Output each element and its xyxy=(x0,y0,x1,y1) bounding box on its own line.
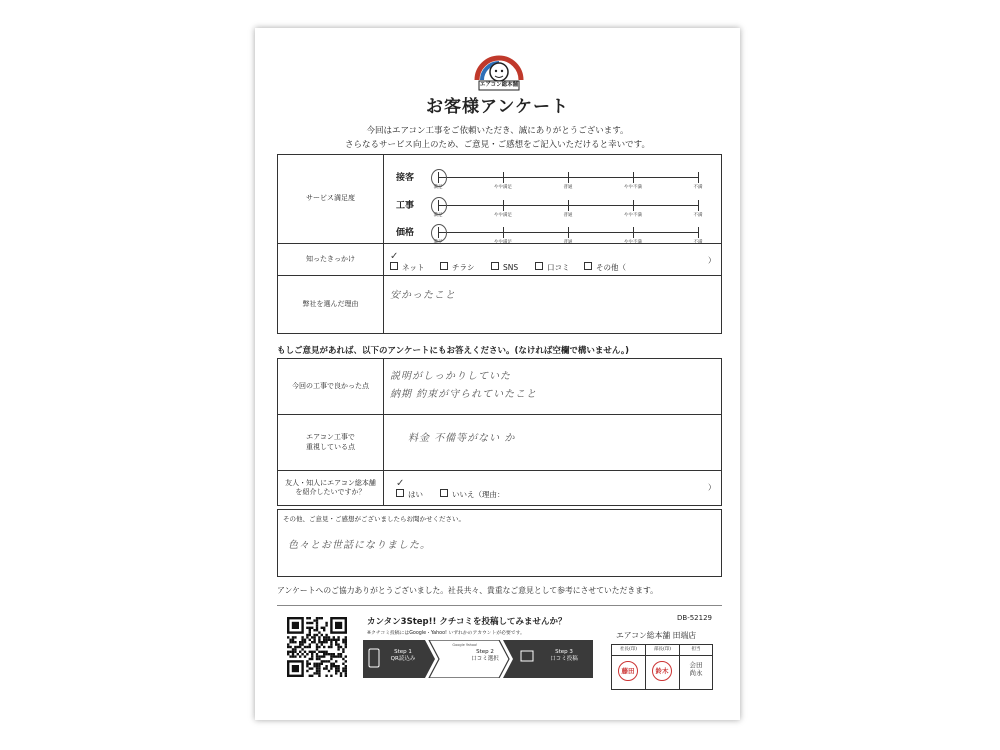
step-3-text: 口コミ投稿 xyxy=(550,656,578,663)
scale-tick-label: やや不満 xyxy=(624,213,642,218)
step-3 xyxy=(539,649,589,663)
recommend-label xyxy=(278,471,383,505)
selected-circle-mark xyxy=(431,169,447,187)
intro-line-2: さらなるサービス向上のため、ご意見・ご感想をご記入いただけると幸いです。 xyxy=(345,140,650,150)
recommend-label-line1: 友人・知人にエアコン総本舗 xyxy=(285,478,376,487)
thanks-text: アンケートへのご協力ありがとうございました。社長共々、貴重なご意見として参考にさせていただきます。 xyxy=(277,586,658,595)
other-label: その他、ご意見・ご感想がございましたらお聞かせください。 xyxy=(283,515,465,523)
selected-circle-mark xyxy=(431,197,447,215)
scale-tick-label: やや満足 xyxy=(494,185,512,190)
other-comments-box xyxy=(277,509,722,577)
recommend-close-paren: ） xyxy=(708,483,716,492)
step-1-text: QR読込み xyxy=(390,656,416,663)
scale-tick[interactable] xyxy=(503,200,504,211)
important-label-line2: 重視している点 xyxy=(306,442,355,451)
step-2-title: Step 2 xyxy=(476,649,494,655)
scale-tick[interactable] xyxy=(633,227,634,238)
source-option-sns[interactable] xyxy=(491,255,518,274)
good-points-label: 今回の工事で良かった点 xyxy=(292,381,369,390)
selected-circle-mark xyxy=(431,224,447,242)
source-label: 知ったきっかけ xyxy=(306,254,355,263)
scale-tick-label: 不満 xyxy=(693,240,703,245)
step-2 xyxy=(467,649,503,663)
source-option-other[interactable] xyxy=(584,255,626,274)
recommend-yes-label: はい xyxy=(408,490,423,499)
scale-tick[interactable] xyxy=(568,200,569,211)
survey-table-1 xyxy=(277,154,722,334)
scale-label: 価格 xyxy=(396,228,415,238)
staff-name-2: 尚永 xyxy=(689,669,703,678)
scale-tick-label: 普通 xyxy=(563,213,573,218)
scale-tick[interactable] xyxy=(503,227,504,238)
source-option-label: 口コミ xyxy=(547,263,570,272)
source-option-label: チラシ xyxy=(452,263,475,272)
step-1-title: Step 1 xyxy=(394,649,412,655)
qr-code-icon[interactable] xyxy=(287,617,347,677)
scale-tick[interactable] xyxy=(698,172,699,183)
approval-stamps xyxy=(611,644,713,690)
important-answer: 料金 不備等がない か xyxy=(408,433,516,444)
scale-tick[interactable] xyxy=(568,172,569,183)
scale-tick-label: やや不満 xyxy=(624,185,642,190)
scale-tick[interactable] xyxy=(503,172,504,183)
scale-tick[interactable] xyxy=(698,227,699,238)
recommend-no[interactable] xyxy=(440,482,505,501)
stamp-header-staff: 担当 xyxy=(691,647,701,652)
scale-tick-label: やや満足 xyxy=(494,213,512,218)
scale-tick-label: 満足 xyxy=(433,240,443,245)
scale-tick-label: 普通 xyxy=(563,185,573,190)
page-title: お客様アンケート xyxy=(426,97,569,117)
source-options xyxy=(390,251,720,272)
steps-graphic xyxy=(363,640,593,678)
source-option-label: その他（ xyxy=(596,263,626,272)
step-3-title: Step 3 xyxy=(555,649,573,655)
check-mark-icon: ✓ xyxy=(396,478,405,489)
scale-tick[interactable] xyxy=(698,200,699,211)
important-label-line1: エアコン工事で xyxy=(306,433,355,442)
source-option-review[interactable] xyxy=(535,255,570,274)
check-mark-icon: ✓ xyxy=(390,251,399,262)
step-2-logos: Google Yahoo! xyxy=(452,643,478,647)
president-seal: 藤田 xyxy=(618,661,638,681)
stamp-header-manager: 部長(印) xyxy=(653,647,671,652)
scale-tick-label: 不満 xyxy=(693,185,703,190)
scale-tick-label: 満足 xyxy=(433,185,443,190)
scale-tick[interactable] xyxy=(633,200,634,211)
stamp-header-president: 社長(印) xyxy=(619,647,637,652)
source-option-flyer[interactable] xyxy=(440,255,475,274)
source-close-paren: ） xyxy=(708,256,716,265)
scale-label: 工事 xyxy=(396,201,415,211)
qr-code-icon xyxy=(287,617,347,677)
scale-tick-label: 普通 xyxy=(563,240,573,245)
intro-line-1: 今回はエアコン工事をご依頼いただき、誠にありがとうございます。 xyxy=(366,126,629,136)
satisfaction-label: サービス満足度 xyxy=(306,194,355,203)
checkbox[interactable] xyxy=(440,489,448,497)
scale-tick-label: 満足 xyxy=(433,213,443,218)
staff-names xyxy=(682,661,710,678)
source-option-label: ネット xyxy=(402,263,425,272)
scale-tick[interactable] xyxy=(568,227,569,238)
checkbox[interactable] xyxy=(535,262,543,270)
step-1 xyxy=(383,649,423,663)
logo-text: エアコン総本舗 xyxy=(479,82,519,88)
step-2-text: 口コミ選択 xyxy=(471,656,499,663)
recommend-no-label: いいえ（理由： xyxy=(452,490,505,499)
scale-tick[interactable] xyxy=(633,172,634,183)
staff-name-1: 会田 xyxy=(689,661,703,669)
source-option-label: SNS xyxy=(503,263,519,272)
checkbox[interactable] xyxy=(491,262,499,270)
good-points-answer-1: 説明がしっかりしていた xyxy=(390,371,511,382)
optional-heading: もしご意見があれば、以下のアンケートにもお答えください。(なければ空欄で構いません。) xyxy=(277,346,630,356)
scale-label: 接客 xyxy=(396,173,415,183)
good-points-answer-2: 納期 約束が守られていたこと xyxy=(390,389,538,400)
company-logo xyxy=(473,50,525,92)
footer-headline: カンタン3Step!! クチコミを投稿してみませんか？ xyxy=(367,617,567,627)
manager-seal: 鈴木 xyxy=(652,661,672,681)
scale-tick-label: 不満 xyxy=(693,213,703,218)
recommend-yes[interactable] xyxy=(396,478,423,501)
survey-sheet xyxy=(255,28,740,720)
scale-tick-label: やや満足 xyxy=(494,240,512,245)
checkbox[interactable] xyxy=(584,262,592,270)
survey-table-2 xyxy=(277,358,722,506)
footer-note: ※クチコミ投稿にはGoogle・Yahoo! いずれかのアカウントが必要です。 xyxy=(367,631,525,636)
other-answer: 色々とお世話になりました。 xyxy=(288,540,431,551)
checkbox[interactable] xyxy=(396,489,404,497)
reason-answer: 安かったこと xyxy=(390,290,456,301)
important-label xyxy=(278,415,383,470)
scale-tick-label: やや不満 xyxy=(624,240,642,245)
recommend-label-line2: を紹介したいですか？ xyxy=(295,488,366,496)
source-option-net[interactable] xyxy=(390,251,425,274)
store-name: エアコン総本舗 田端店 xyxy=(616,631,697,640)
reason-label: 弊社を選んだ理由 xyxy=(302,299,359,308)
checkbox[interactable] xyxy=(440,262,448,270)
checkbox[interactable] xyxy=(390,262,398,270)
document-code: DB-52129 xyxy=(677,614,712,622)
